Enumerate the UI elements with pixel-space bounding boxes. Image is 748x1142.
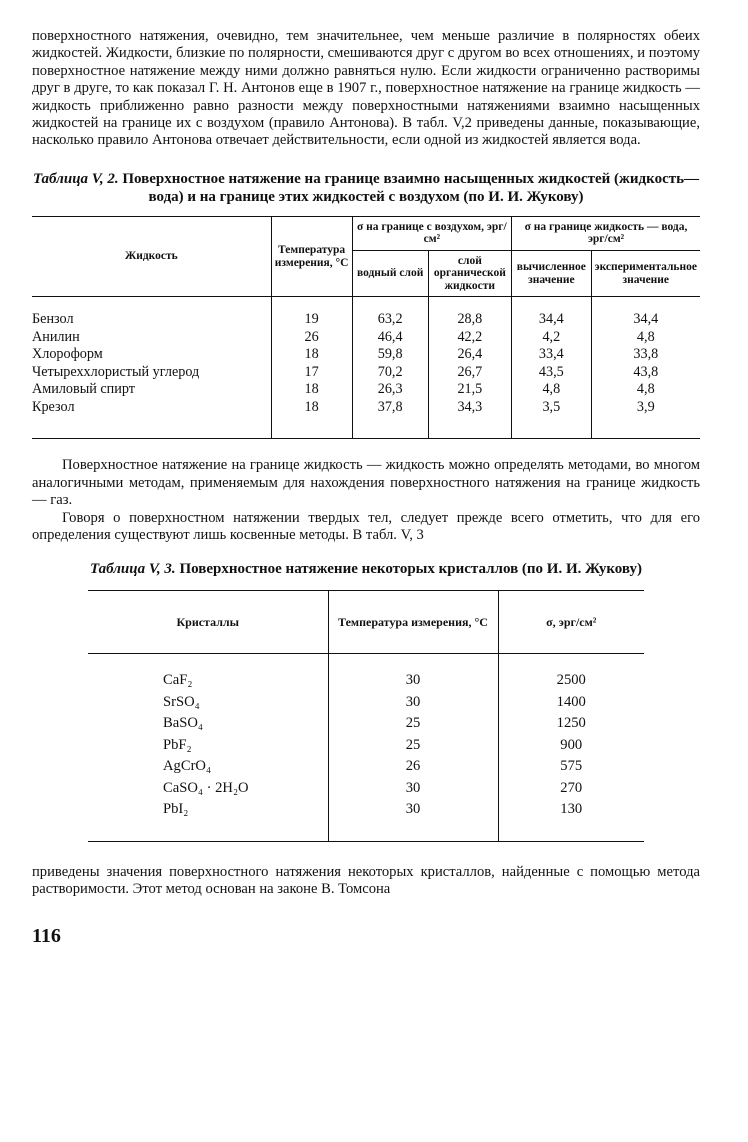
cell-organic: 28,8 xyxy=(428,311,511,329)
cell-temp: 30 xyxy=(328,799,498,821)
paragraph-2: Поверхностное натяжение на границе жидкость — жидкость можно определять методами, во многом аналогичными методам, применяемым для нахождения поверхностного натяжения на границе жидкость — газ. xyxy=(32,457,700,509)
cell-temp: 26 xyxy=(271,329,352,347)
cell-crystal: CaSO₄ · 2H₂O xyxy=(163,779,249,796)
cell-sigma: 575 xyxy=(498,756,644,778)
cell-calculated: 43,5 xyxy=(512,364,592,382)
cell-temp: 18 xyxy=(271,381,352,399)
header-liquid: Жидкость xyxy=(124,250,178,263)
table-row xyxy=(32,311,700,329)
table-row xyxy=(88,756,644,778)
cell-temp: 25 xyxy=(328,735,498,757)
cell-liquid: Бензол xyxy=(32,311,74,328)
cell-calculated: 4,2 xyxy=(512,329,592,347)
cell-experimental: 4,8 xyxy=(591,381,700,399)
header-calculated: вычисленное значение xyxy=(512,250,592,297)
table-row xyxy=(32,399,700,417)
table-row xyxy=(88,799,644,821)
cell-calculated: 3,5 xyxy=(512,399,592,417)
table-row xyxy=(32,329,700,347)
cell-crystal: PbF₂ xyxy=(163,736,192,753)
cell-liquid: Анилин xyxy=(32,328,80,345)
cell-temp: 18 xyxy=(271,399,352,417)
cell-crystal: AgCrO₄ xyxy=(163,758,212,775)
header-experimental: экспериментальное значение xyxy=(591,250,700,297)
cell-experimental: 43,8 xyxy=(591,364,700,382)
cell-experimental: 4,8 xyxy=(591,329,700,347)
cell-organic: 26,7 xyxy=(428,364,511,382)
cell-water: 63,2 xyxy=(352,311,428,329)
table2-caption-number: Таблица V, 2. xyxy=(32,170,119,187)
cell-sigma: 270 xyxy=(498,778,644,800)
intro-paragraph: поверхностного натяжения, очевидно, тем значительнее, чем меньше различие в полярностях обеих жидкостей. Жидкости, близкие по полярности, смешиваются друг с другом во всех отношениях, и поэтому поверхностное натяжение между ними должно равняться нулю. Если жидкости ограниченно растворимы друг в друге, то как показал Г. Н. Антонов еще в 1907 г., поверхностное натяжение на границе жидкость — жидкость приближенно равно разности между поверхностными натяжениями взаимно насыщенных жидкостей на границе их с воздухом (правило Антонова). В табл. V,2 приведены данные, показывающие, насколько правило Антонова отвечает действительности, если одной из жидкостей является вода. xyxy=(32,28,700,149)
table3-caption-text: Поверхностное натяжение некоторых кристаллов (по И. И. Жукову) xyxy=(179,561,642,578)
table-row xyxy=(88,778,644,800)
cell-liquid: Амиловый спирт xyxy=(32,381,135,398)
header-organic-layer: слой органической жидкости xyxy=(428,250,511,297)
table2 xyxy=(32,216,700,440)
cell-calculated: 4,8 xyxy=(512,381,592,399)
table3-caption xyxy=(32,560,700,578)
cell-experimental: 3,9 xyxy=(591,399,700,417)
cell-sigma: 130 xyxy=(498,799,644,821)
table-row xyxy=(88,692,644,714)
cell-water: 46,4 xyxy=(352,329,428,347)
cell-temp: 30 xyxy=(328,692,498,714)
cell-sigma: 1250 xyxy=(498,713,644,735)
header-air-group: σ на границе с воздухом, эрг/см² xyxy=(352,216,511,250)
cell-sigma: 1400 xyxy=(498,692,644,714)
cell-crystal: SrSO₄ xyxy=(163,693,200,710)
cell-temp: 30 xyxy=(328,670,498,692)
table-row xyxy=(88,735,644,757)
cell-liquid: Хлороформ xyxy=(32,346,103,363)
table-row xyxy=(32,381,700,399)
cell-crystal: BaSO₄ xyxy=(163,715,203,732)
table-row xyxy=(32,364,700,382)
cell-water: 70,2 xyxy=(352,364,428,382)
paragraph-4: приведены значения поверхностного натяжения некоторых кристаллов, найденные с помощью метода растворимости. Этот метод основан на законе В. Томсона xyxy=(32,863,700,898)
header-temperature: Температура измерения, °С xyxy=(271,216,352,297)
cell-temp: 18 xyxy=(271,346,352,364)
cell-experimental: 33,8 xyxy=(591,346,700,364)
table-row xyxy=(32,346,700,364)
cell-temp: 25 xyxy=(328,713,498,735)
header-water-layer: водный слой xyxy=(352,250,428,297)
table-row xyxy=(88,670,644,692)
cell-organic: 42,2 xyxy=(428,329,511,347)
cell-temp: 17 xyxy=(271,364,352,382)
cell-crystal: PbI₂ xyxy=(163,801,189,818)
paragraph-3: Говоря о поверхностном натяжении твердых тел, следует прежде всего отметить, что для его определения существуют лишь косвенные методы. В табл. V, 3 xyxy=(32,509,700,543)
table2-caption xyxy=(32,170,700,206)
cell-liquid: Четыреххлористый углерод xyxy=(32,363,200,380)
cell-liquid: Крезол xyxy=(32,398,75,415)
cell-water: 26,3 xyxy=(352,381,428,399)
cell-temp: 30 xyxy=(328,778,498,800)
cell-organic: 26,4 xyxy=(428,346,511,364)
cell-calculated: 34,4 xyxy=(512,311,592,329)
header-crystals: Кристаллы xyxy=(176,615,240,630)
cell-organic: 34,3 xyxy=(428,399,511,417)
cell-crystal: CaF₂ xyxy=(163,672,193,689)
page-number: 116 xyxy=(32,924,61,947)
header-water-group: σ на границе жидкость — вода, эрг/см² xyxy=(512,216,700,250)
table3 xyxy=(88,590,644,842)
table2-caption-text: Поверхностное натяжение на границе взаимно насыщенных жидкостей (жидкость—вода) и на границе этих жидкостей с воздухом (по И. И. Жукову) xyxy=(122,170,700,205)
cell-sigma: 2500 xyxy=(498,670,644,692)
cell-organic: 21,5 xyxy=(428,381,511,399)
cell-water: 37,8 xyxy=(352,399,428,417)
cell-water: 59,8 xyxy=(352,346,428,364)
cell-calculated: 33,4 xyxy=(512,346,592,364)
table-row xyxy=(88,713,644,735)
table3-caption-number: Таблица V, 3. xyxy=(90,561,176,578)
header-sigma: σ, эрг/см² xyxy=(498,591,644,654)
cell-temp: 19 xyxy=(271,311,352,329)
book-page xyxy=(32,28,700,948)
cell-temp: 26 xyxy=(328,756,498,778)
cell-experimental: 34,4 xyxy=(591,311,700,329)
header-temperature: Температура измерения, °С xyxy=(328,591,498,654)
cell-sigma: 900 xyxy=(498,735,644,757)
